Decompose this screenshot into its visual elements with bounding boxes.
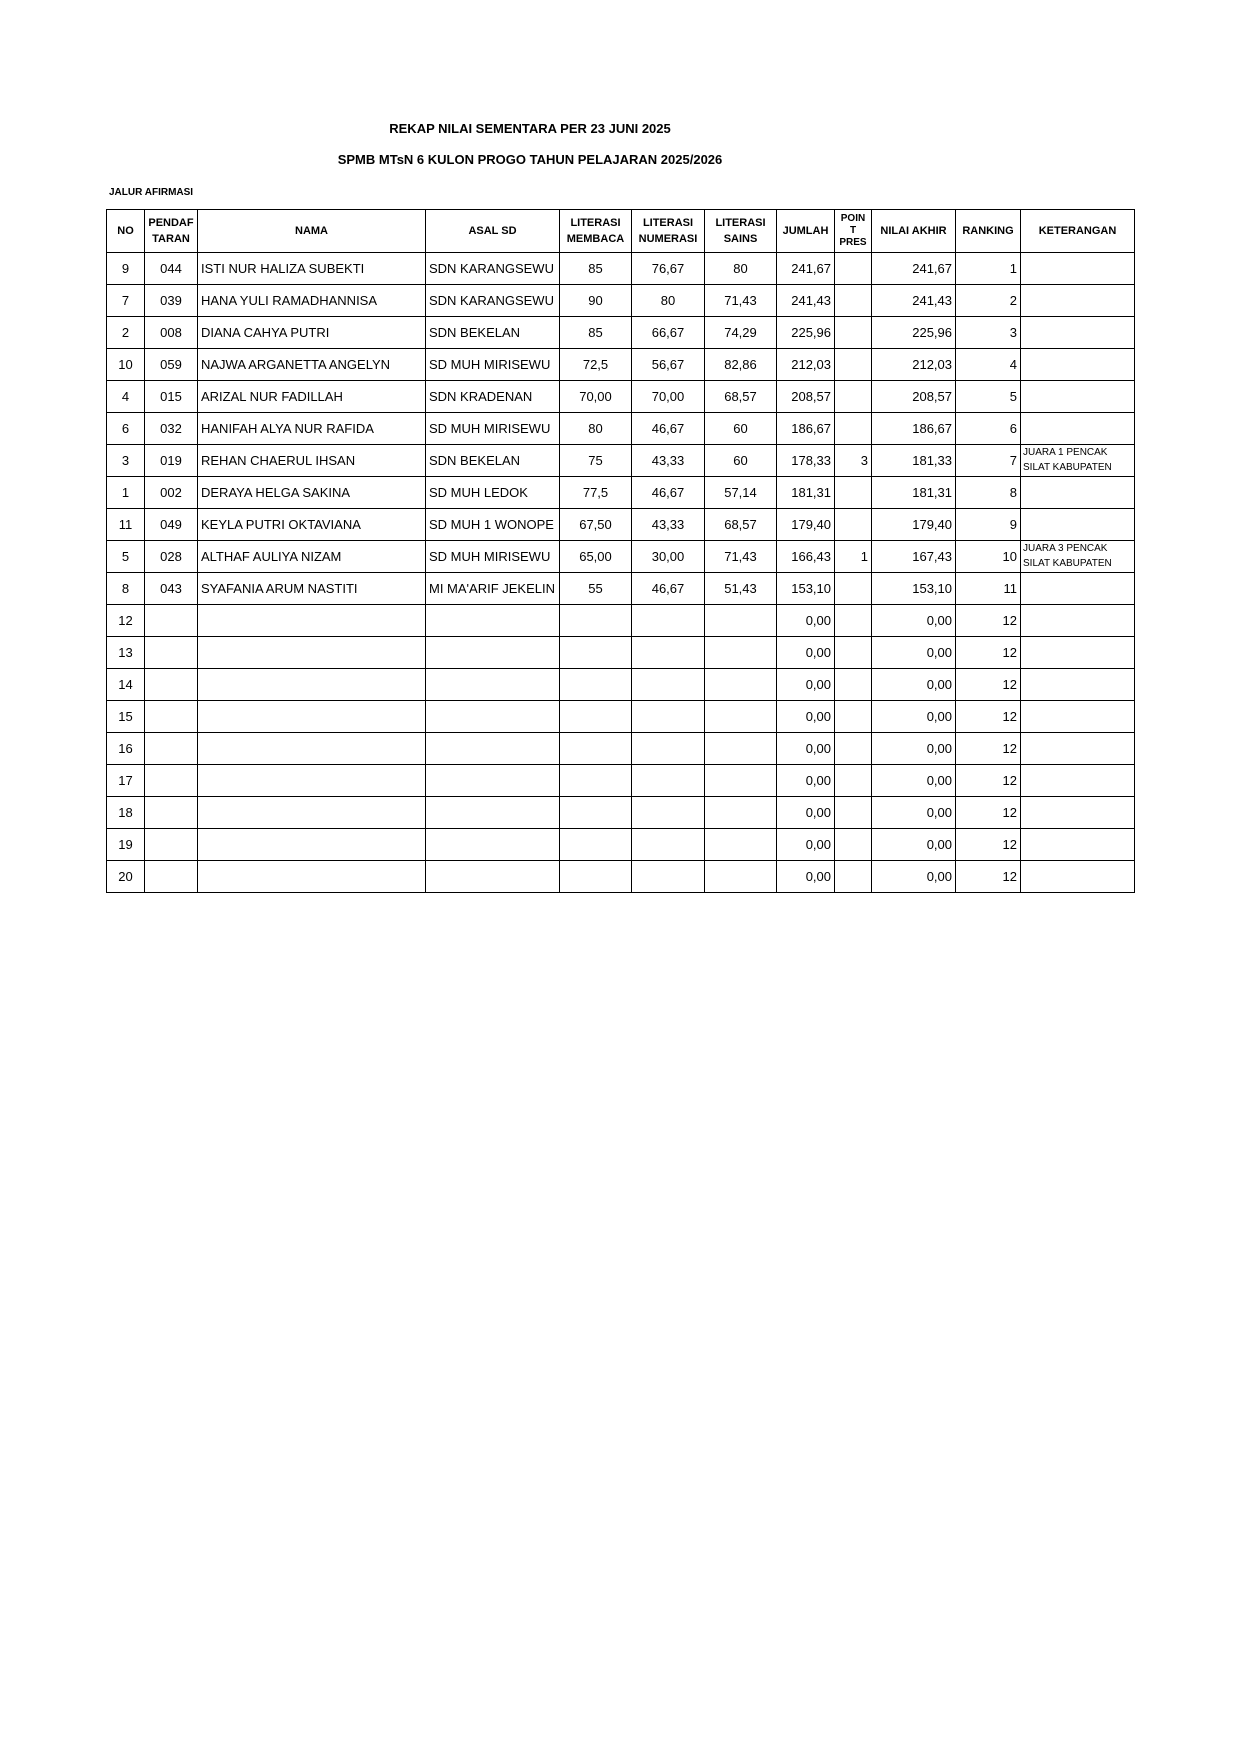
table-row <box>107 253 1135 285</box>
cell-point-prestasi <box>835 797 872 829</box>
cell-literasi-membaca <box>560 605 632 637</box>
cell-nilai-akhir: 0,00 <box>872 637 956 669</box>
cell-pendaftaran <box>145 637 198 669</box>
cell-point-prestasi <box>835 733 872 765</box>
cell-asal-sd <box>426 797 560 829</box>
cell-no: 15 <box>107 701 145 733</box>
header-jumlah: JUMLAH <box>777 210 835 253</box>
cell-jumlah: 181,31 <box>777 477 835 509</box>
cell-nama: DIANA CAHYA PUTRI <box>198 317 426 349</box>
cell-jumlah: 0,00 <box>777 829 835 861</box>
cell-ranking: 7 <box>956 445 1021 477</box>
cell-literasi-sains <box>705 701 777 733</box>
cell-point-prestasi <box>835 477 872 509</box>
cell-literasi-membaca: 55 <box>560 573 632 605</box>
cell-no: 1 <box>107 477 145 509</box>
cell-pendaftaran: 044 <box>145 253 198 285</box>
cell-nilai-akhir: 0,00 <box>872 669 956 701</box>
cell-nama: ISTI NUR HALIZA SUBEKTI <box>198 253 426 285</box>
cell-nilai-akhir: 181,31 <box>872 477 956 509</box>
cell-keterangan <box>1021 413 1135 445</box>
cell-nilai-akhir: 241,43 <box>872 285 956 317</box>
cell-nama: ARIZAL NUR FADILLAH <box>198 381 426 413</box>
cell-literasi-sains: 74,29 <box>705 317 777 349</box>
cell-jumlah: 0,00 <box>777 605 835 637</box>
cell-point-prestasi <box>835 605 872 637</box>
cell-jumlah: 0,00 <box>777 733 835 765</box>
cell-jumlah: 166,43 <box>777 541 835 573</box>
cell-asal-sd: SDN KARANGSEWU <box>426 285 560 317</box>
cell-literasi-numerasi <box>632 765 705 797</box>
cell-asal-sd <box>426 733 560 765</box>
header-nama: NAMA <box>198 210 426 253</box>
cell-literasi-sains <box>705 829 777 861</box>
cell-literasi-numerasi <box>632 861 705 893</box>
cell-keterangan <box>1021 637 1135 669</box>
cell-nilai-akhir: 0,00 <box>872 861 956 893</box>
cell-no: 17 <box>107 765 145 797</box>
cell-keterangan <box>1021 861 1135 893</box>
cell-jumlah: 153,10 <box>777 573 835 605</box>
cell-asal-sd <box>426 637 560 669</box>
table-row <box>107 733 1135 765</box>
cell-asal-sd: SD MUH MIRISEWU <box>426 413 560 445</box>
cell-nama <box>198 701 426 733</box>
cell-asal-sd <box>426 701 560 733</box>
cell-nama: HANIFAH ALYA NUR RAFIDA <box>198 413 426 445</box>
cell-literasi-membaca <box>560 669 632 701</box>
cell-keterangan <box>1021 765 1135 797</box>
cell-jumlah: 0,00 <box>777 701 835 733</box>
cell-nilai-akhir: 0,00 <box>872 733 956 765</box>
table-row <box>107 573 1135 605</box>
cell-literasi-numerasi <box>632 669 705 701</box>
cell-asal-sd: SDN BEKELAN <box>426 317 560 349</box>
cell-no: 5 <box>107 541 145 573</box>
cell-ranking: 12 <box>956 637 1021 669</box>
cell-ranking: 12 <box>956 765 1021 797</box>
cell-point-prestasi: 3 <box>835 445 872 477</box>
cell-no: 3 <box>107 445 145 477</box>
cell-pendaftaran: 019 <box>145 445 198 477</box>
cell-nilai-akhir: 0,00 <box>872 797 956 829</box>
table-row <box>107 541 1135 573</box>
cell-pendaftaran: 028 <box>145 541 198 573</box>
cell-keterangan <box>1021 477 1135 509</box>
cell-ranking: 12 <box>956 797 1021 829</box>
cell-literasi-sains: 82,86 <box>705 349 777 381</box>
cell-keterangan <box>1021 829 1135 861</box>
cell-literasi-membaca: 90 <box>560 285 632 317</box>
cell-nilai-akhir: 208,57 <box>872 381 956 413</box>
cell-point-prestasi <box>835 253 872 285</box>
cell-ranking: 12 <box>956 669 1021 701</box>
cell-pendaftaran <box>145 861 198 893</box>
cell-literasi-membaca: 67,50 <box>560 509 632 541</box>
cell-literasi-numerasi: 30,00 <box>632 541 705 573</box>
cell-asal-sd: MI MA'ARIF JEKELIN <box>426 573 560 605</box>
cell-asal-sd <box>426 861 560 893</box>
cell-pendaftaran: 059 <box>145 349 198 381</box>
cell-literasi-sains: 60 <box>705 445 777 477</box>
cell-jumlah: 0,00 <box>777 765 835 797</box>
cell-literasi-numerasi: 46,67 <box>632 573 705 605</box>
cell-literasi-numerasi <box>632 733 705 765</box>
cell-no: 11 <box>107 509 145 541</box>
header-pendaftaran: PENDAF TARAN <box>145 210 198 253</box>
cell-literasi-sains: 57,14 <box>705 477 777 509</box>
cell-keterangan <box>1021 669 1135 701</box>
cell-literasi-numerasi <box>632 797 705 829</box>
cell-jumlah: 179,40 <box>777 509 835 541</box>
cell-literasi-numerasi <box>632 829 705 861</box>
cell-ranking: 12 <box>956 733 1021 765</box>
cell-ranking: 3 <box>956 317 1021 349</box>
cell-literasi-membaca <box>560 861 632 893</box>
cell-asal-sd: SDN BEKELAN <box>426 445 560 477</box>
cell-no: 4 <box>107 381 145 413</box>
cell-literasi-membaca: 85 <box>560 317 632 349</box>
cell-nama <box>198 733 426 765</box>
cell-ranking: 12 <box>956 701 1021 733</box>
cell-literasi-sains: 71,43 <box>705 285 777 317</box>
cell-literasi-membaca: 65,00 <box>560 541 632 573</box>
cell-pendaftaran: 039 <box>145 285 198 317</box>
cell-jumlah: 241,67 <box>777 253 835 285</box>
cell-nilai-akhir: 0,00 <box>872 605 956 637</box>
cell-literasi-sains <box>705 733 777 765</box>
cell-literasi-sains: 68,57 <box>705 509 777 541</box>
cell-literasi-numerasi: 56,67 <box>632 349 705 381</box>
cell-literasi-sains <box>705 861 777 893</box>
table-body <box>107 253 1135 893</box>
cell-literasi-membaca: 70,00 <box>560 381 632 413</box>
cell-pendaftaran <box>145 701 198 733</box>
header-literasi-sains: LITERASI SAINS <box>705 210 777 253</box>
cell-nilai-akhir: 241,67 <box>872 253 956 285</box>
cell-no: 7 <box>107 285 145 317</box>
cell-literasi-numerasi: 46,67 <box>632 477 705 509</box>
cell-point-prestasi <box>835 765 872 797</box>
cell-pendaftaran: 008 <box>145 317 198 349</box>
cell-literasi-numerasi: 70,00 <box>632 381 705 413</box>
cell-point-prestasi <box>835 573 872 605</box>
cell-point-prestasi <box>835 413 872 445</box>
cell-no: 6 <box>107 413 145 445</box>
jalur-label: JALUR AFIRMASI <box>109 187 194 198</box>
document-subtitle: SPMB MTsN 6 KULON PROGO TAHUN PELAJARAN 2025/2026 <box>337 152 723 167</box>
cell-point-prestasi <box>835 701 872 733</box>
cell-literasi-numerasi <box>632 701 705 733</box>
cell-jumlah: 208,57 <box>777 381 835 413</box>
cell-nama <box>198 797 426 829</box>
header-point-prestasi: POIN T PRES <box>835 210 872 253</box>
cell-no: 13 <box>107 637 145 669</box>
cell-jumlah: 0,00 <box>777 797 835 829</box>
cell-nama <box>198 765 426 797</box>
cell-asal-sd: SD MUH 1 WONOPE <box>426 509 560 541</box>
cell-literasi-sains: 60 <box>705 413 777 445</box>
cell-asal-sd <box>426 829 560 861</box>
table-row <box>107 797 1135 829</box>
cell-no: 18 <box>107 797 145 829</box>
cell-literasi-numerasi: 76,67 <box>632 253 705 285</box>
table-row <box>107 605 1135 637</box>
cell-jumlah: 212,03 <box>777 349 835 381</box>
header-literasi-membaca: LITERASI MEMBACA <box>560 210 632 253</box>
table-row <box>107 317 1135 349</box>
cell-nama <box>198 637 426 669</box>
cell-jumlah: 241,43 <box>777 285 835 317</box>
cell-nama <box>198 829 426 861</box>
table-row <box>107 477 1135 509</box>
cell-literasi-sains: 68,57 <box>705 381 777 413</box>
cell-jumlah: 178,33 <box>777 445 835 477</box>
cell-keterangan <box>1021 381 1135 413</box>
cell-literasi-sains: 71,43 <box>705 541 777 573</box>
cell-literasi-numerasi: 46,67 <box>632 413 705 445</box>
cell-ranking: 4 <box>956 349 1021 381</box>
cell-pendaftaran <box>145 765 198 797</box>
cell-point-prestasi <box>835 381 872 413</box>
cell-pendaftaran: 002 <box>145 477 198 509</box>
cell-literasi-membaca <box>560 701 632 733</box>
cell-asal-sd <box>426 605 560 637</box>
cell-keterangan <box>1021 733 1135 765</box>
table-row <box>107 861 1135 893</box>
cell-keterangan <box>1021 349 1135 381</box>
cell-nilai-akhir: 179,40 <box>872 509 956 541</box>
cell-keterangan <box>1021 317 1135 349</box>
cell-literasi-numerasi: 43,33 <box>632 509 705 541</box>
cell-literasi-membaca <box>560 797 632 829</box>
cell-point-prestasi <box>835 637 872 669</box>
table-row <box>107 765 1135 797</box>
cell-no: 8 <box>107 573 145 605</box>
cell-nilai-akhir: 225,96 <box>872 317 956 349</box>
cell-nilai-akhir: 181,33 <box>872 445 956 477</box>
table-row <box>107 701 1135 733</box>
cell-no: 10 <box>107 349 145 381</box>
cell-nama: NAJWA ARGANETTA ANGELYN <box>198 349 426 381</box>
header-ranking: RANKING <box>956 210 1021 253</box>
cell-jumlah: 0,00 <box>777 861 835 893</box>
header-keterangan: KETERANGAN <box>1021 210 1135 253</box>
cell-nilai-akhir: 0,00 <box>872 765 956 797</box>
cell-no: 9 <box>107 253 145 285</box>
cell-literasi-membaca: 80 <box>560 413 632 445</box>
cell-point-prestasi <box>835 669 872 701</box>
cell-literasi-sains <box>705 637 777 669</box>
cell-literasi-numerasi <box>632 605 705 637</box>
cell-point-prestasi <box>835 829 872 861</box>
cell-literasi-numerasi: 43,33 <box>632 445 705 477</box>
cell-literasi-membaca: 77,5 <box>560 477 632 509</box>
table-row <box>107 285 1135 317</box>
cell-ranking: 5 <box>956 381 1021 413</box>
table-row <box>107 509 1135 541</box>
cell-keterangan <box>1021 605 1135 637</box>
cell-point-prestasi <box>835 285 872 317</box>
cell-literasi-sains <box>705 605 777 637</box>
cell-keterangan <box>1021 509 1135 541</box>
cell-pendaftaran <box>145 829 198 861</box>
cell-nama: HANA YULI RAMADHANNISA <box>198 285 426 317</box>
cell-literasi-membaca <box>560 637 632 669</box>
header-row <box>107 210 1135 253</box>
table-row <box>107 349 1135 381</box>
cell-literasi-membaca <box>560 829 632 861</box>
header-asal-sd: ASAL SD <box>426 210 560 253</box>
cell-ranking: 12 <box>956 861 1021 893</box>
cell-ranking: 8 <box>956 477 1021 509</box>
cell-nilai-akhir: 167,43 <box>872 541 956 573</box>
cell-literasi-membaca <box>560 765 632 797</box>
cell-nilai-akhir: 153,10 <box>872 573 956 605</box>
cell-literasi-membaca: 75 <box>560 445 632 477</box>
cell-ranking: 10 <box>956 541 1021 573</box>
cell-literasi-numerasi: 80 <box>632 285 705 317</box>
cell-nilai-akhir: 186,67 <box>872 413 956 445</box>
cell-point-prestasi <box>835 317 872 349</box>
cell-ranking: 1 <box>956 253 1021 285</box>
document-title: REKAP NILAI SEMENTARA PER 23 JUNI 2025 <box>389 121 671 136</box>
table-row <box>107 413 1135 445</box>
table-header <box>107 210 1135 253</box>
cell-asal-sd <box>426 669 560 701</box>
cell-literasi-sains: 80 <box>705 253 777 285</box>
cell-no: 16 <box>107 733 145 765</box>
cell-nama <box>198 669 426 701</box>
cell-ranking: 2 <box>956 285 1021 317</box>
cell-keterangan <box>1021 573 1135 605</box>
cell-keterangan <box>1021 797 1135 829</box>
cell-asal-sd: SDN KARANGSEWU <box>426 253 560 285</box>
cell-keterangan <box>1021 701 1135 733</box>
cell-literasi-sains: 51,43 <box>705 573 777 605</box>
cell-no: 2 <box>107 317 145 349</box>
cell-nama: REHAN CHAERUL IHSAN <box>198 445 426 477</box>
cell-asal-sd: SD MUH LEDOK <box>426 477 560 509</box>
cell-no: 12 <box>107 605 145 637</box>
table-row <box>107 669 1135 701</box>
cell-asal-sd: SDN KRADENAN <box>426 381 560 413</box>
header-no: NO <box>107 210 145 253</box>
cell-nilai-akhir: 0,00 <box>872 829 956 861</box>
cell-literasi-membaca <box>560 733 632 765</box>
cell-literasi-sains <box>705 797 777 829</box>
cell-ranking: 12 <box>956 829 1021 861</box>
cell-literasi-sains <box>705 669 777 701</box>
cell-nama <box>198 605 426 637</box>
cell-no: 14 <box>107 669 145 701</box>
cell-ranking: 9 <box>956 509 1021 541</box>
cell-jumlah: 0,00 <box>777 669 835 701</box>
table-row <box>107 381 1135 413</box>
cell-pendaftaran <box>145 797 198 829</box>
cell-no: 19 <box>107 829 145 861</box>
cell-pendaftaran <box>145 733 198 765</box>
score-table <box>106 209 1135 893</box>
cell-keterangan <box>1021 285 1135 317</box>
cell-pendaftaran: 032 <box>145 413 198 445</box>
cell-jumlah: 0,00 <box>777 637 835 669</box>
cell-nilai-akhir: 212,03 <box>872 349 956 381</box>
cell-ranking: 6 <box>956 413 1021 445</box>
cell-point-prestasi <box>835 349 872 381</box>
cell-jumlah: 186,67 <box>777 413 835 445</box>
cell-literasi-membaca: 85 <box>560 253 632 285</box>
cell-ranking: 11 <box>956 573 1021 605</box>
cell-nama <box>198 861 426 893</box>
cell-point-prestasi <box>835 509 872 541</box>
cell-nama: SYAFANIA ARUM NASTITI <box>198 573 426 605</box>
cell-nama: ALTHAF AULIYA NIZAM <box>198 541 426 573</box>
cell-nama: KEYLA PUTRI OKTAVIANA <box>198 509 426 541</box>
table-row <box>107 637 1135 669</box>
header-literasi-numerasi: LITERASI NUMERASI <box>632 210 705 253</box>
cell-pendaftaran <box>145 605 198 637</box>
table-row <box>107 445 1135 477</box>
cell-literasi-membaca: 72,5 <box>560 349 632 381</box>
header-nilai-akhir: NILAI AKHIR <box>872 210 956 253</box>
cell-pendaftaran: 043 <box>145 573 198 605</box>
cell-keterangan <box>1021 253 1135 285</box>
cell-no: 20 <box>107 861 145 893</box>
cell-pendaftaran <box>145 669 198 701</box>
cell-literasi-sains <box>705 765 777 797</box>
cell-nama: DERAYA HELGA SAKINA <box>198 477 426 509</box>
cell-keterangan: JUARA 3 PENCAK SILAT KABUPATEN <box>1021 541 1135 573</box>
cell-point-prestasi: 1 <box>835 541 872 573</box>
cell-literasi-numerasi: 66,67 <box>632 317 705 349</box>
cell-asal-sd: SD MUH MIRISEWU <box>426 349 560 381</box>
cell-keterangan: JUARA 1 PENCAK SILAT KABUPATEN <box>1021 445 1135 477</box>
cell-literasi-numerasi <box>632 637 705 669</box>
table-row <box>107 829 1135 861</box>
cell-asal-sd: SD MUH MIRISEWU <box>426 541 560 573</box>
cell-nilai-akhir: 0,00 <box>872 701 956 733</box>
cell-jumlah: 225,96 <box>777 317 835 349</box>
cell-point-prestasi <box>835 861 872 893</box>
cell-pendaftaran: 015 <box>145 381 198 413</box>
cell-ranking: 12 <box>956 605 1021 637</box>
cell-pendaftaran: 049 <box>145 509 198 541</box>
cell-asal-sd <box>426 765 560 797</box>
